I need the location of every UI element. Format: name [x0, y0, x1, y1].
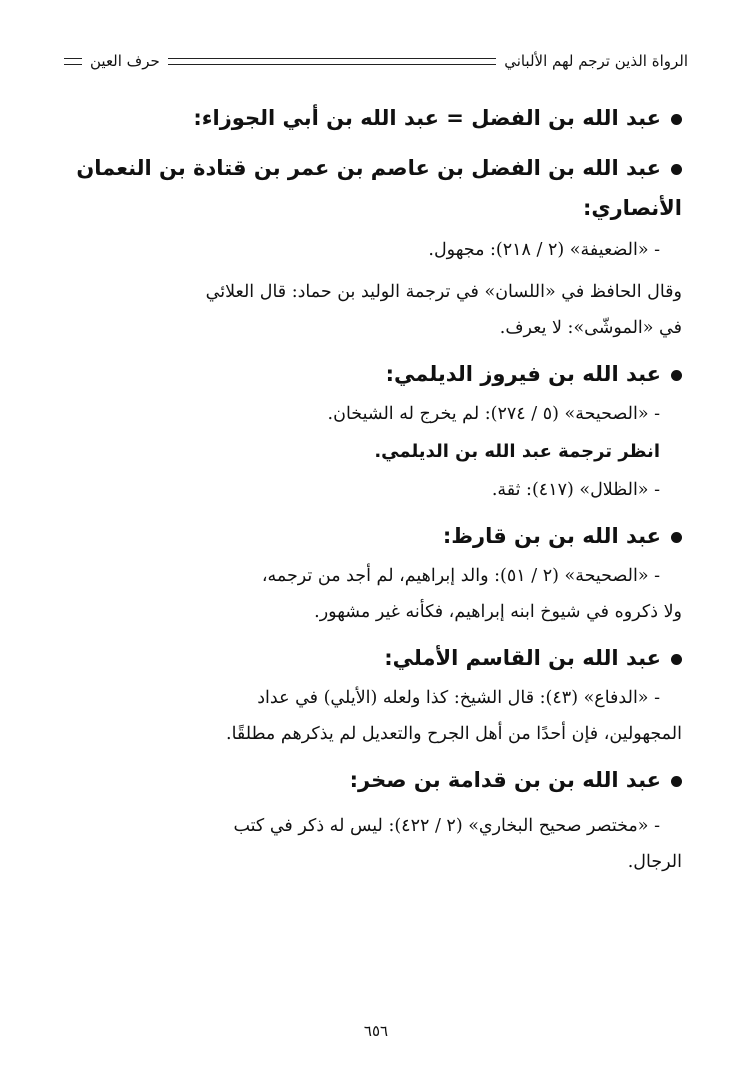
- running-header: [64, 46, 688, 76]
- bullet-icon: [671, 654, 682, 665]
- bullet-icon: [671, 114, 682, 125]
- entry-title: [62, 96, 682, 140]
- entry-text-line: ولا ذكروه في شيوخ ابنه إبراهيم، فكأنه غير مشهور.: [314, 602, 682, 622]
- page-number: ٦٥٦: [363, 1022, 389, 1040]
- entry-title-text: عبد الله بن بن قدامة بن صخر:: [349, 768, 661, 792]
- entry-title-text: عبد الله بن القاسم الأملي:: [384, 646, 661, 670]
- page-content: [62, 96, 682, 880]
- entry-text-line: في «الموشّى»: لا يعرف.: [499, 318, 682, 338]
- entry-text-line: الرجال.: [627, 852, 682, 872]
- bullet-icon: [671, 164, 682, 175]
- bullet-icon: [671, 776, 682, 787]
- entry-title: [62, 352, 682, 396]
- entry-title: [62, 636, 682, 680]
- chapter-title: حرف العين: [90, 52, 160, 70]
- entry-text-line: - «الضعيفة» (٢ / ٢١٨): مجهول.: [428, 240, 660, 260]
- entry-title: [62, 146, 682, 190]
- entry-title-text: عبد الله بن بن قارظ:: [442, 524, 661, 548]
- entry-text-line: المجهولين، فإن أحدًا من أهل الجرح والتعديل لم يذكرهم مطلقًا.: [226, 724, 682, 744]
- entry-text-line: وقال الحافظ في «اللسان» في ترجمة الوليد بن حماد: قال العلائي: [205, 282, 682, 302]
- header-rule: [168, 58, 496, 65]
- entry-title-text: عبد الله بن فيروز الديلمي:: [385, 362, 661, 386]
- entry-title-text: عبد الله بن الفضل = عبد الله بن أبي الجوزاء:: [193, 106, 661, 130]
- entry-title-continued: الأنصاري:: [582, 196, 682, 220]
- entry-text-line: - «الدفاع» (٤٣): قال الشيخ: كذا ولعله (الأيلي) في عداد: [257, 688, 660, 708]
- bullet-icon: [671, 370, 682, 381]
- entry-title: [62, 514, 682, 558]
- cross-reference: انظر ترجمة عبد الله بن الديلمي.: [374, 441, 660, 462]
- entry-title-text: عبد الله بن الفضل بن عاصم بن عمر بن قتادة بن النعمان: [76, 156, 661, 180]
- entry-text-line: - «الصحيحة» (٥ / ٢٧٤): لم يخرج له الشيخان.: [327, 404, 660, 424]
- entry-text-line: - «الصحيحة» (٢ / ٥١): والد إبراهيم، لم أجد من ترجمه،: [261, 566, 660, 586]
- book-title: الرواة الذين ترجم لهم الألباني: [504, 52, 688, 70]
- entry-text-line: - «مختصر صحيح البخاري» (٢ / ٤٢٢): ليس له ذكر في كتب: [233, 816, 660, 836]
- header-end-rule: [64, 58, 82, 65]
- entry-title: [62, 758, 682, 802]
- bullet-icon: [671, 532, 682, 543]
- entry-text-line: - «الظلال» (٤١٧): ثقة.: [491, 480, 660, 500]
